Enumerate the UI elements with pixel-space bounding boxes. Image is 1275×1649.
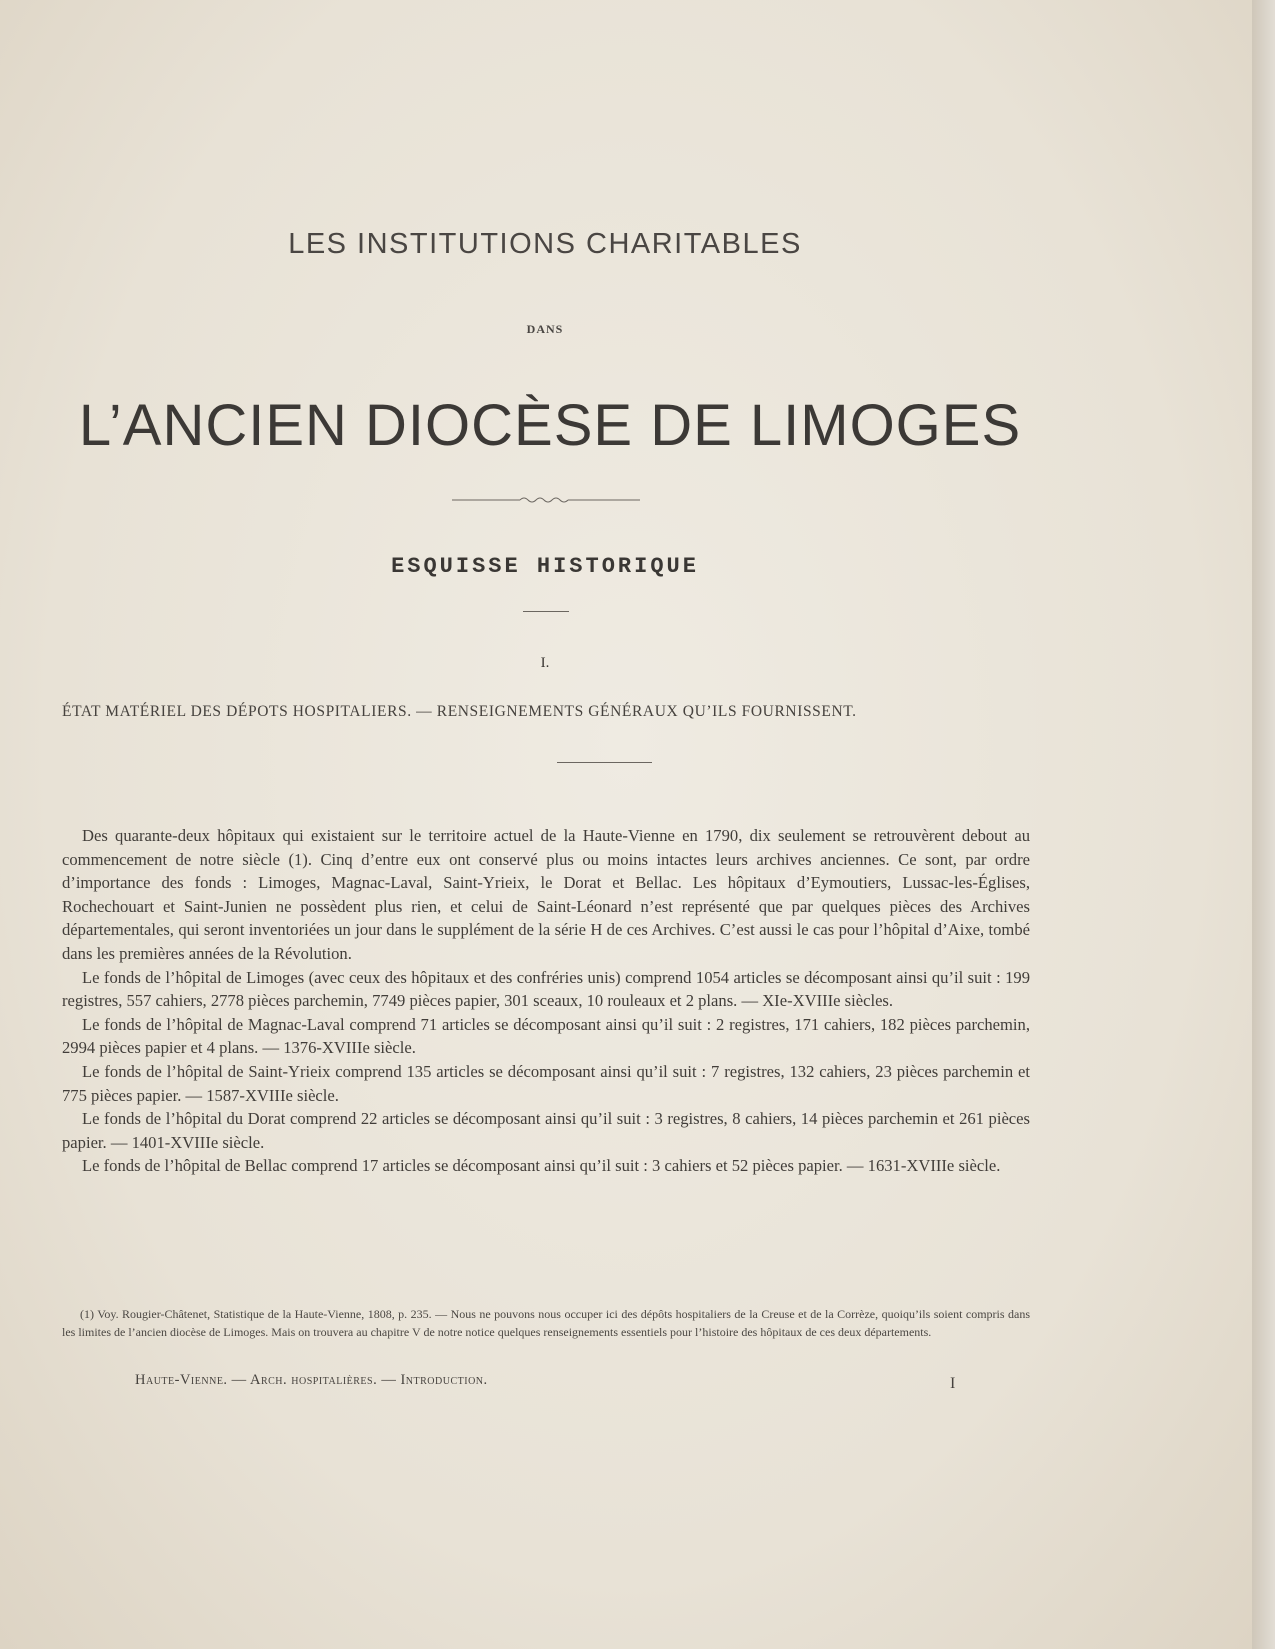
fleuron-ornament bbox=[452, 495, 640, 505]
body-text bbox=[62, 824, 1030, 1178]
paragraph: Des quarante-deux hôpitaux qui existaient sur le territoire actuel de la Haute-Vienne en 1790, dix seulement se retrouvèrent debout au commencement de notre siècle (1). Cinq d’entre eux ont conservé plus ou moins intactes leurs archives anciennes. Ce sont, par ordre d’importance des fonds : Limoges, Magnac-Laval, Saint-Yrieix, le Dorat et Bellac. Les hôpitaux d’Eymoutiers, Lussac-les-Églises, Rochechouart et Saint-Junien ne possèdent plus rien, et celui de Saint-Léonard n’est représenté que par quelques pièces des Archives départementales, qui seront inventoriées un jour dans le supplément de la série H de ces Archives. C’est aussi le cas pour l’hôpital d’Aixe, tombé dans les premières années de la Révolution. bbox=[62, 826, 1030, 963]
running-footer: Haute-Vienne. — Arch. hospitalières. — Introduction. bbox=[135, 1372, 488, 1388]
paragraph: Le fonds de l’hôpital de Bellac comprend 17 articles se décomposant ainsi qu’il suit : 3 cahiers et 52 pièces papier. — 1631-XVIIIe siècle. bbox=[82, 1156, 1001, 1176]
paragraph: Le fonds de l’hôpital du Dorat comprend 22 articles se décomposant ainsi qu’il suit : 3 registres, 8 cahiers, 14 pièces parchemin et 261 pièces papier. — 1401-XVIIIe siècle. bbox=[62, 1109, 1030, 1152]
section-heading: ÉTAT MATÉRIEL DES DÉPOTS HOSPITALIERS. — RENSEIGNEMENTS GÉNÉRAUX QU’ILS FOURNISSENT. bbox=[62, 703, 857, 720]
main-title: L’ANCIEN DIOCÈSE DE LIMOGES bbox=[78, 393, 1022, 458]
divider-rule bbox=[523, 611, 569, 612]
subtitle: ESQUISSE HISTORIQUE bbox=[391, 554, 699, 579]
section-numeral: I. bbox=[540, 655, 550, 671]
footnote bbox=[62, 1305, 1030, 1341]
divider-rule bbox=[557, 762, 652, 763]
page-number: I bbox=[950, 1375, 956, 1392]
title-line-1: LES INSTITUTIONS CHARITABLES bbox=[288, 228, 802, 260]
title-connector: DANS bbox=[526, 322, 564, 336]
paragraph: Le fonds de l’hôpital de Limoges (avec ceux des hôpitaux et des confréries unis) comprend 1054 articles se décomposant ainsi qu’il suit : 199 registres, 557 cahiers, 2778 pièces parchemin, 7749 pièces papier, 301 sceaux, 10 rouleaux et 2 plans. — XIe-XVIIIe siècles. bbox=[62, 967, 1030, 1011]
paragraph: Le fonds de l’hôpital de Magnac-Laval comprend 71 articles se décomposant ainsi qu’il suit : 2 registres, 171 cahiers, 182 pièces parchemin, 2994 pièces papier et 4 plans. — 1376-XVIIIe siècle. bbox=[62, 1014, 1030, 1058]
page-edge bbox=[1252, 0, 1275, 1649]
footnote-text: (1) Voy. Rougier-Châtenet, Statistique de la Haute-Vienne, 1808, p. 235. — Nous ne pouvons nous occuper ici des dépôts hospitaliers de la Creuse et de la Corrèze, quoiqu’ils soient compris dans les limites de l’ancien diocèse de Limoges. Mais on trouvera au chapitre V de notre notice quelques renseignements essentiels pour l’histoire des hôpitaux de ces deux départements. bbox=[62, 1307, 1030, 1339]
paragraph: Le fonds de l’hôpital de Saint-Yrieix comprend 135 articles se décomposant ainsi qu’il suit : 7 registres, 132 cahiers, 23 pièces parchemin et 775 pièces papier. — 1587-XVIIIe siècle. bbox=[62, 1061, 1030, 1105]
